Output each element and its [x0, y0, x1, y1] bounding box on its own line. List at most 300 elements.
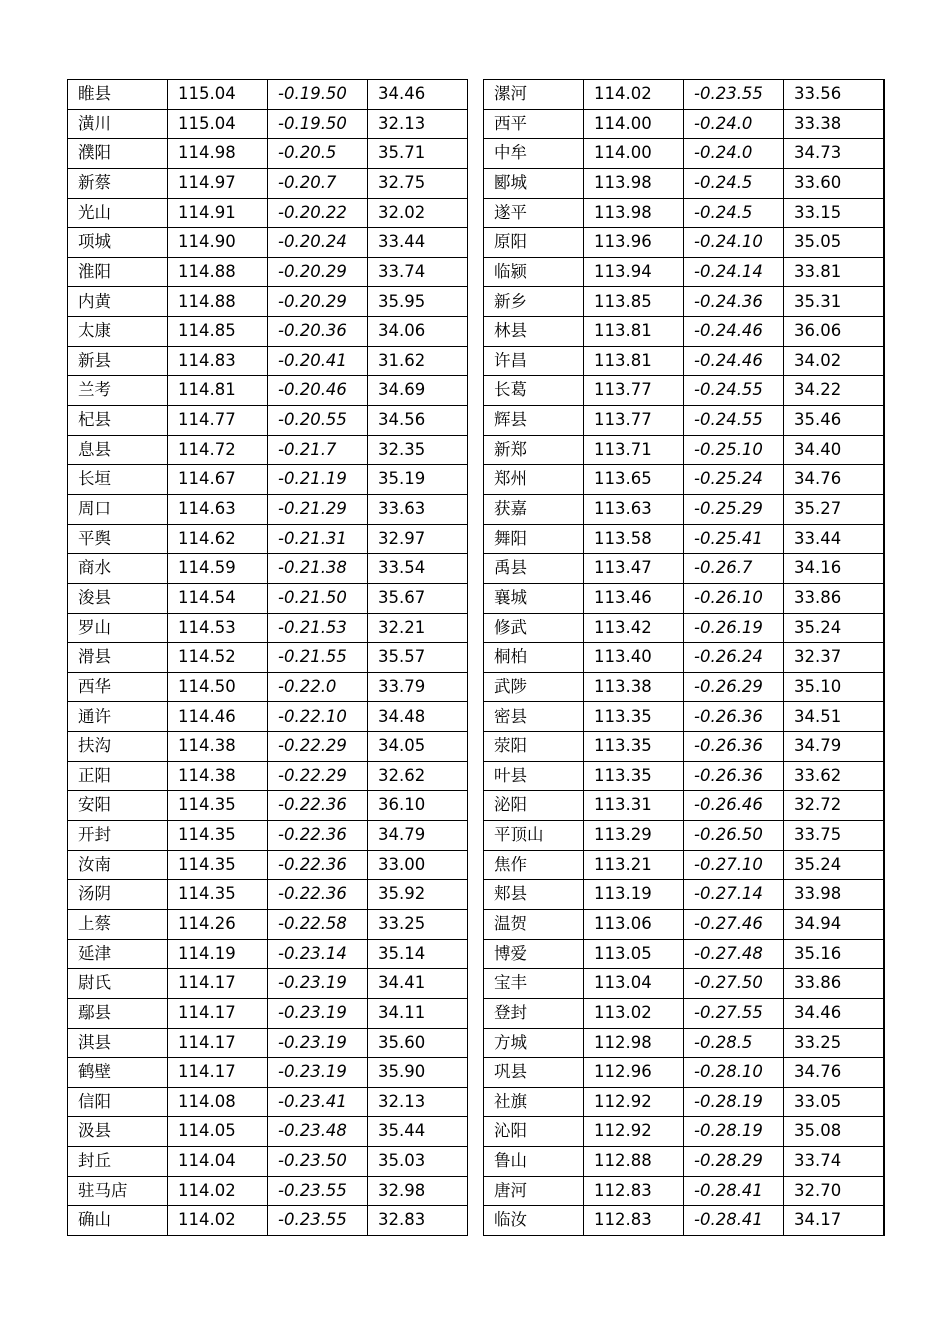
latitude-cell: 33.44: [784, 524, 885, 554]
longitude-cell: 114.02: [584, 80, 684, 110]
time-offset-cell: -0.19.50: [268, 80, 368, 110]
longitude-cell: 114.97: [168, 168, 268, 198]
latitude-cell: 34.73: [784, 139, 885, 169]
city-name-cell: 泌阳: [484, 791, 584, 821]
latitude-cell: 32.72: [784, 791, 885, 821]
longitude-cell: 112.96: [584, 1058, 684, 1088]
city-name-cell: 宝丰: [484, 969, 584, 999]
time-offset-cell: -0.21.31: [268, 524, 368, 554]
latitude-cell: 32.35: [368, 435, 468, 465]
city-name-cell: 许昌: [484, 346, 584, 376]
latitude-cell: 35.19: [368, 465, 468, 495]
city-name-cell: 安阳: [68, 791, 168, 821]
city-name-cell: 上蔡: [68, 909, 168, 939]
city-name-cell: 睢县: [68, 80, 168, 110]
latitude-cell: 33.86: [784, 583, 885, 613]
city-name-cell: 辉县: [484, 406, 584, 436]
table-row: [68, 139, 468, 169]
city-name-cell: 光山: [68, 198, 168, 228]
latitude-cell: 34.79: [784, 732, 885, 762]
longitude-cell: 114.98: [168, 139, 268, 169]
longitude-cell: 114.38: [168, 761, 268, 791]
time-offset-cell: -0.27.50: [684, 969, 784, 999]
latitude-cell: 34.40: [784, 435, 885, 465]
table-row: [68, 465, 468, 495]
latitude-cell: 33.00: [368, 850, 468, 880]
city-name-cell: 长垣: [68, 465, 168, 495]
time-offset-cell: -0.28.29: [684, 1147, 784, 1177]
city-name-cell: 正阳: [68, 761, 168, 791]
city-name-cell: 扶沟: [68, 732, 168, 762]
time-offset-cell: -0.21.53: [268, 613, 368, 643]
city-name-cell: 原阳: [484, 228, 584, 258]
time-offset-cell: -0.22.36: [268, 821, 368, 851]
table-row: [484, 702, 885, 732]
latitude-cell: 34.17: [784, 1206, 885, 1236]
time-offset-cell: -0.24.14: [684, 257, 784, 287]
longitude-cell: 113.96: [584, 228, 684, 258]
latitude-cell: 33.25: [368, 909, 468, 939]
city-name-cell: 桐柏: [484, 643, 584, 673]
longitude-cell: 114.88: [168, 257, 268, 287]
table-body: [68, 80, 468, 1236]
latitude-cell: 33.81: [784, 257, 885, 287]
table-row: [68, 672, 468, 702]
table-row: [484, 139, 885, 169]
time-offset-cell: -0.21.50: [268, 583, 368, 613]
latitude-cell: 33.63: [368, 494, 468, 524]
time-offset-cell: -0.24.5: [684, 168, 784, 198]
longitude-cell: 114.17: [168, 1058, 268, 1088]
latitude-cell: 35.71: [368, 139, 468, 169]
longitude-cell: 114.02: [168, 1206, 268, 1236]
table-row: [68, 317, 468, 347]
latitude-cell: 32.37: [784, 643, 885, 673]
table-row: [484, 998, 885, 1028]
latitude-cell: 35.60: [368, 1028, 468, 1058]
time-offset-cell: -0.20.7: [268, 168, 368, 198]
city-name-cell: 林县: [484, 317, 584, 347]
city-name-cell: 汤阴: [68, 880, 168, 910]
city-name-cell: 内黄: [68, 287, 168, 317]
latitude-cell: 33.25: [784, 1028, 885, 1058]
time-offset-cell: -0.26.36: [684, 761, 784, 791]
longitude-cell: 113.77: [584, 376, 684, 406]
table-row: [484, 1206, 885, 1236]
table-row: [68, 1206, 468, 1236]
city-table-right: [483, 79, 885, 1236]
longitude-cell: 113.94: [584, 257, 684, 287]
city-name-cell: 滑县: [68, 643, 168, 673]
time-offset-cell: -0.23.19: [268, 1058, 368, 1088]
city-name-cell: 巩县: [484, 1058, 584, 1088]
table-row: [484, 465, 885, 495]
longitude-cell: 114.35: [168, 791, 268, 821]
time-offset-cell: -0.24.10: [684, 228, 784, 258]
latitude-cell: 35.44: [368, 1117, 468, 1147]
time-offset-cell: -0.23.19: [268, 1028, 368, 1058]
time-offset-cell: -0.24.0: [684, 139, 784, 169]
time-offset-cell: -0.22.36: [268, 791, 368, 821]
city-name-cell: 潢川: [68, 109, 168, 139]
table-row: [68, 909, 468, 939]
table-row: [484, 1028, 885, 1058]
table-row: [68, 80, 468, 110]
table-row: [68, 1087, 468, 1117]
city-name-cell: 通许: [68, 702, 168, 732]
table-row: [484, 732, 885, 762]
longitude-cell: 114.35: [168, 821, 268, 851]
table-row: [484, 1147, 885, 1177]
city-name-cell: 获嘉: [484, 494, 584, 524]
latitude-cell: 33.74: [784, 1147, 885, 1177]
longitude-cell: 113.77: [584, 406, 684, 436]
latitude-cell: 35.24: [784, 850, 885, 880]
latitude-cell: 32.75: [368, 168, 468, 198]
latitude-cell: 35.03: [368, 1147, 468, 1177]
time-offset-cell: -0.20.36: [268, 317, 368, 347]
longitude-cell: 113.38: [584, 672, 684, 702]
table-row: [68, 524, 468, 554]
latitude-cell: 33.56: [784, 80, 885, 110]
city-name-cell: 确山: [68, 1206, 168, 1236]
longitude-cell: 112.88: [584, 1147, 684, 1177]
time-offset-cell: -0.26.46: [684, 791, 784, 821]
latitude-cell: 34.11: [368, 998, 468, 1028]
longitude-cell: 113.63: [584, 494, 684, 524]
city-name-cell: 信阳: [68, 1087, 168, 1117]
longitude-cell: 114.54: [168, 583, 268, 613]
table-row: [68, 583, 468, 613]
table-row: [484, 850, 885, 880]
latitude-cell: 32.83: [368, 1206, 468, 1236]
longitude-cell: 114.62: [168, 524, 268, 554]
longitude-cell: 113.65: [584, 465, 684, 495]
time-offset-cell: -0.22.10: [268, 702, 368, 732]
longitude-cell: 113.21: [584, 850, 684, 880]
city-name-cell: 淮阳: [68, 257, 168, 287]
longitude-cell: 112.92: [584, 1117, 684, 1147]
city-name-cell: 登封: [484, 998, 584, 1028]
time-offset-cell: -0.21.7: [268, 435, 368, 465]
longitude-cell: 114.00: [584, 109, 684, 139]
city-table-left: [67, 79, 468, 1236]
longitude-cell: 112.83: [584, 1176, 684, 1206]
city-name-cell: 商水: [68, 554, 168, 584]
latitude-cell: 35.95: [368, 287, 468, 317]
latitude-cell: 36.10: [368, 791, 468, 821]
longitude-cell: 113.06: [584, 909, 684, 939]
time-offset-cell: -0.20.46: [268, 376, 368, 406]
city-name-cell: 周口: [68, 494, 168, 524]
city-name-cell: 焦作: [484, 850, 584, 880]
time-offset-cell: -0.28.19: [684, 1117, 784, 1147]
table-row: [68, 435, 468, 465]
time-offset-cell: -0.23.55: [684, 80, 784, 110]
time-offset-cell: -0.23.55: [268, 1206, 368, 1236]
city-name-cell: 新蔡: [68, 168, 168, 198]
time-offset-cell: -0.20.22: [268, 198, 368, 228]
time-offset-cell: -0.23.55: [268, 1176, 368, 1206]
longitude-cell: 114.83: [168, 346, 268, 376]
time-offset-cell: -0.28.41: [684, 1206, 784, 1236]
table-row: [68, 168, 468, 198]
table-row: [68, 287, 468, 317]
latitude-cell: 34.16: [784, 554, 885, 584]
table-row: [68, 939, 468, 969]
table-row: [68, 761, 468, 791]
table-row: [484, 80, 885, 110]
city-name-cell: 唐河: [484, 1176, 584, 1206]
latitude-cell: 35.08: [784, 1117, 885, 1147]
latitude-cell: 34.05: [368, 732, 468, 762]
time-offset-cell: -0.26.7: [684, 554, 784, 584]
latitude-cell: 34.51: [784, 702, 885, 732]
time-offset-cell: -0.24.46: [684, 346, 784, 376]
city-name-cell: 平舆: [68, 524, 168, 554]
latitude-cell: 34.69: [368, 376, 468, 406]
table-row: [68, 969, 468, 999]
city-name-cell: 新乡: [484, 287, 584, 317]
city-name-cell: 西平: [484, 109, 584, 139]
latitude-cell: 35.67: [368, 583, 468, 613]
city-name-cell: 新县: [68, 346, 168, 376]
table-row: [68, 109, 468, 139]
latitude-cell: 33.44: [368, 228, 468, 258]
longitude-cell: 114.91: [168, 198, 268, 228]
table-row: [484, 554, 885, 584]
table-row: [68, 998, 468, 1028]
latitude-cell: 35.10: [784, 672, 885, 702]
longitude-cell: 114.02: [168, 1176, 268, 1206]
table-row: [484, 406, 885, 436]
table-row: [484, 168, 885, 198]
time-offset-cell: -0.22.58: [268, 909, 368, 939]
longitude-cell: 114.77: [168, 406, 268, 436]
table-row: [484, 909, 885, 939]
longitude-cell: 113.47: [584, 554, 684, 584]
latitude-cell: 35.24: [784, 613, 885, 643]
table-row: [68, 613, 468, 643]
table-row: [484, 198, 885, 228]
longitude-cell: 113.40: [584, 643, 684, 673]
table-body: [484, 80, 885, 1236]
longitude-cell: 113.29: [584, 821, 684, 851]
time-offset-cell: -0.23.19: [268, 998, 368, 1028]
table-row: [484, 880, 885, 910]
city-name-cell: 博爱: [484, 939, 584, 969]
latitude-cell: 35.46: [784, 406, 885, 436]
table-row: [68, 494, 468, 524]
table-row: [484, 435, 885, 465]
latitude-cell: 33.38: [784, 109, 885, 139]
table-row: [68, 1147, 468, 1177]
city-name-cell: 罗山: [68, 613, 168, 643]
time-offset-cell: -0.24.0: [684, 109, 784, 139]
city-name-cell: 平顶山: [484, 821, 584, 851]
city-name-cell: 温贺: [484, 909, 584, 939]
city-name-cell: 开封: [68, 821, 168, 851]
longitude-cell: 113.81: [584, 346, 684, 376]
time-offset-cell: -0.25.24: [684, 465, 784, 495]
longitude-cell: 114.26: [168, 909, 268, 939]
table-row: [484, 939, 885, 969]
time-offset-cell: -0.28.41: [684, 1176, 784, 1206]
longitude-cell: 113.05: [584, 939, 684, 969]
city-name-cell: 修武: [484, 613, 584, 643]
longitude-cell: 114.85: [168, 317, 268, 347]
city-name-cell: 延津: [68, 939, 168, 969]
time-offset-cell: -0.22.0: [268, 672, 368, 702]
longitude-cell: 114.88: [168, 287, 268, 317]
time-offset-cell: -0.21.29: [268, 494, 368, 524]
time-offset-cell: -0.21.19: [268, 465, 368, 495]
time-offset-cell: -0.26.50: [684, 821, 784, 851]
latitude-cell: 35.05: [784, 228, 885, 258]
longitude-cell: 115.04: [168, 80, 268, 110]
longitude-cell: 114.00: [584, 139, 684, 169]
latitude-cell: 33.62: [784, 761, 885, 791]
table-row: [68, 791, 468, 821]
longitude-cell: 114.52: [168, 643, 268, 673]
longitude-cell: 114.90: [168, 228, 268, 258]
latitude-cell: 33.75: [784, 821, 885, 851]
table-row: [484, 613, 885, 643]
latitude-cell: 33.79: [368, 672, 468, 702]
longitude-cell: 113.85: [584, 287, 684, 317]
city-name-cell: 濮阳: [68, 139, 168, 169]
city-name-cell: 兰考: [68, 376, 168, 406]
latitude-cell: 33.98: [784, 880, 885, 910]
table-row: [484, 317, 885, 347]
city-name-cell: 叶县: [484, 761, 584, 791]
latitude-cell: 35.57: [368, 643, 468, 673]
longitude-cell: 113.19: [584, 880, 684, 910]
latitude-cell: 36.06: [784, 317, 885, 347]
table-row: [68, 1176, 468, 1206]
time-offset-cell: -0.28.5: [684, 1028, 784, 1058]
table-row: [484, 109, 885, 139]
time-offset-cell: -0.20.55: [268, 406, 368, 436]
time-offset-cell: -0.22.29: [268, 761, 368, 791]
city-name-cell: 沁阳: [484, 1117, 584, 1147]
longitude-cell: 114.08: [168, 1087, 268, 1117]
time-offset-cell: -0.22.36: [268, 850, 368, 880]
time-offset-cell: -0.27.14: [684, 880, 784, 910]
city-name-cell: 荥阳: [484, 732, 584, 762]
time-offset-cell: -0.26.29: [684, 672, 784, 702]
table-row: [68, 1058, 468, 1088]
longitude-cell: 113.31: [584, 791, 684, 821]
table-row: [484, 1087, 885, 1117]
table-row: [68, 821, 468, 851]
city-name-cell: 鄢县: [68, 998, 168, 1028]
time-offset-cell: -0.28.19: [684, 1087, 784, 1117]
time-offset-cell: -0.26.19: [684, 613, 784, 643]
city-name-cell: 太康: [68, 317, 168, 347]
city-name-cell: 社旗: [484, 1087, 584, 1117]
table-row: [484, 1117, 885, 1147]
time-offset-cell: -0.22.36: [268, 880, 368, 910]
table-row: [68, 1028, 468, 1058]
time-offset-cell: -0.26.36: [684, 702, 784, 732]
table-row: [484, 643, 885, 673]
latitude-cell: 31.62: [368, 346, 468, 376]
latitude-cell: 32.62: [368, 761, 468, 791]
table-row: [484, 672, 885, 702]
time-offset-cell: -0.26.36: [684, 732, 784, 762]
longitude-cell: 113.02: [584, 998, 684, 1028]
time-offset-cell: -0.28.10: [684, 1058, 784, 1088]
table-row: [68, 1117, 468, 1147]
time-offset-cell: -0.20.29: [268, 257, 368, 287]
time-offset-cell: -0.23.19: [268, 969, 368, 999]
time-offset-cell: -0.24.46: [684, 317, 784, 347]
city-name-cell: 鲁山: [484, 1147, 584, 1177]
time-offset-cell: -0.23.48: [268, 1117, 368, 1147]
city-name-cell: 汲县: [68, 1117, 168, 1147]
time-offset-cell: -0.24.55: [684, 406, 784, 436]
city-name-cell: 封丘: [68, 1147, 168, 1177]
table-row: [484, 1058, 885, 1088]
city-name-cell: 密县: [484, 702, 584, 732]
city-name-cell: 新郑: [484, 435, 584, 465]
latitude-cell: 34.41: [368, 969, 468, 999]
longitude-cell: 112.98: [584, 1028, 684, 1058]
longitude-cell: 113.35: [584, 702, 684, 732]
latitude-cell: 33.74: [368, 257, 468, 287]
longitude-cell: 114.59: [168, 554, 268, 584]
city-name-cell: 淇县: [68, 1028, 168, 1058]
table-row: [484, 583, 885, 613]
latitude-cell: 32.98: [368, 1176, 468, 1206]
time-offset-cell: -0.26.24: [684, 643, 784, 673]
latitude-cell: 33.05: [784, 1087, 885, 1117]
time-offset-cell: -0.23.50: [268, 1147, 368, 1177]
city-name-cell: 项城: [68, 228, 168, 258]
longitude-cell: 114.17: [168, 1028, 268, 1058]
time-offset-cell: -0.27.55: [684, 998, 784, 1028]
table-row: [68, 257, 468, 287]
time-offset-cell: -0.20.5: [268, 139, 368, 169]
time-offset-cell: -0.27.48: [684, 939, 784, 969]
table-row: [68, 376, 468, 406]
city-name-cell: 漯河: [484, 80, 584, 110]
longitude-cell: 114.50: [168, 672, 268, 702]
table-row: [484, 376, 885, 406]
latitude-cell: 32.13: [368, 109, 468, 139]
time-offset-cell: -0.27.10: [684, 850, 784, 880]
longitude-cell: 112.83: [584, 1206, 684, 1236]
city-name-cell: 尉氏: [68, 969, 168, 999]
city-name-cell: 汝南: [68, 850, 168, 880]
longitude-cell: 113.42: [584, 613, 684, 643]
city-name-cell: 中牟: [484, 139, 584, 169]
table-row: [484, 228, 885, 258]
longitude-cell: 113.58: [584, 524, 684, 554]
longitude-cell: 114.05: [168, 1117, 268, 1147]
city-name-cell: 武陟: [484, 672, 584, 702]
latitude-cell: 34.46: [784, 998, 885, 1028]
table-row: [484, 969, 885, 999]
latitude-cell: 32.02: [368, 198, 468, 228]
time-offset-cell: -0.27.46: [684, 909, 784, 939]
longitude-cell: 114.17: [168, 969, 268, 999]
table-row: [68, 228, 468, 258]
longitude-cell: 113.81: [584, 317, 684, 347]
table-row: [484, 761, 885, 791]
latitude-cell: 34.76: [784, 1058, 885, 1088]
